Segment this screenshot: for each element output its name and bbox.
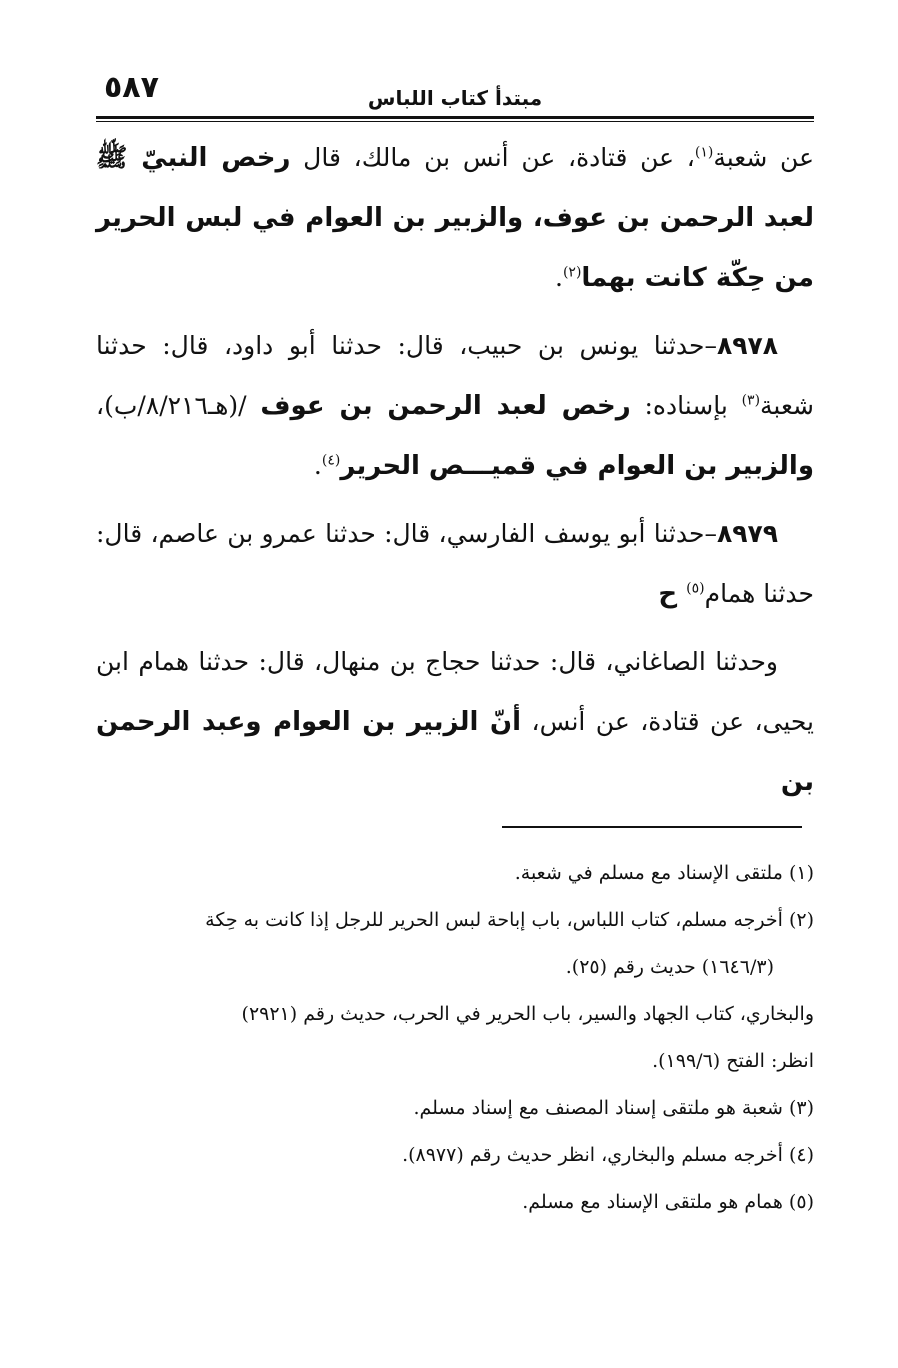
text: –حدثنا أبو يوسف الفارسي، قال: حدثنا عمرو بن عاصم، قال: حدثنا همام [96, 519, 814, 608]
footnote-2-extra: والبخاري، كتاب الجهاد والسير، باب الحرير في الحرب، حديث رقم (٢٩٢١) [241, 1003, 814, 1025]
footnote-2-extra: انظر: الفتح (١٩٩/٦). [652, 1050, 814, 1072]
footnote-ref: (٤) [321, 452, 341, 469]
header-rule-thin [96, 121, 814, 122]
paragraph-1 [96, 128, 814, 308]
text: ، عن قتادة، عن أنس بن مالك، قال [290, 143, 695, 172]
footnote-ref: (١) [694, 144, 714, 161]
text: وحدثنا الصاغاني، قال: حدثنا حجاج بن منهال، قال: حدثنا همام ابن يحيى، عن قتادة، عن أنس، [96, 647, 815, 736]
footnote-separator [502, 826, 802, 828]
bold-text: رخص لعبد الرحمن بن عوف [260, 391, 631, 421]
footnote-ref: (٥) [686, 580, 705, 597]
manuscript-ref: /(هـ٨/٢١٦/ب)، [96, 391, 261, 420]
footnote-3: (٣) شعبة هو ملتقى إسناد المصنف مع إسناد مسلم. [413, 1097, 814, 1119]
hadith-number: ٨٩٧٨ [716, 331, 778, 360]
footnote-1: (١) ملتقى الإسناد مع مسلم في شعبة. [514, 862, 814, 884]
running-title: مبتدأ كتاب اللباس [367, 86, 543, 110]
paragraph-4 [96, 632, 814, 812]
bold-text: والزبير بن العوام في قميـــص الحرير [340, 451, 814, 481]
text: . [555, 263, 563, 292]
page-header [96, 68, 814, 116]
footnote-2-continuation: (١٦٤٦/٣) حديث رقم (٢٥). [565, 956, 774, 978]
footnote-ref: (٢) [562, 264, 582, 281]
hadith-number: ٨٩٧٩ [716, 519, 778, 548]
footnote-2: (٢) أخرجه مسلم، كتاب اللباس، باب إباحة لبس الحرير للرجل إذا كانت به حِكة [205, 909, 814, 931]
footnotes [96, 850, 814, 1226]
page-number: ٥٨٧ [104, 70, 159, 105]
main-text [96, 128, 814, 820]
footnote-5: (٥) همام هو ملتقى الإسناد مع مسلم. [522, 1191, 814, 1213]
header-rule-thick [96, 116, 814, 119]
paragraph-hadith-8979 [96, 504, 814, 624]
bold-text: ح [658, 579, 687, 609]
bold-text: أنّ الزبير بن العوام وعبد الرحمن بن [96, 707, 814, 797]
text: . [313, 451, 322, 480]
text: عن شعبة [713, 143, 814, 172]
footnote-4: (٤) أخرجه مسلم والبخاري، انظر حديث رقم (٨٩٧٧). [402, 1144, 814, 1166]
paragraph-hadith-8978 [96, 316, 814, 496]
footnote-ref: (٣) [741, 392, 761, 409]
bold-text: رخص النبيّ ﷺ لعبد الرحمن بن عوف، والزبير بن العوام في لبس الحرير من حِكّة كانت بهما [96, 143, 814, 293]
text: بإسناده: [630, 391, 742, 420]
text: –حدثنا يونس بن حبيب، قال: حدثنا أبو داود، قال: حدثنا شعبة [96, 331, 814, 420]
